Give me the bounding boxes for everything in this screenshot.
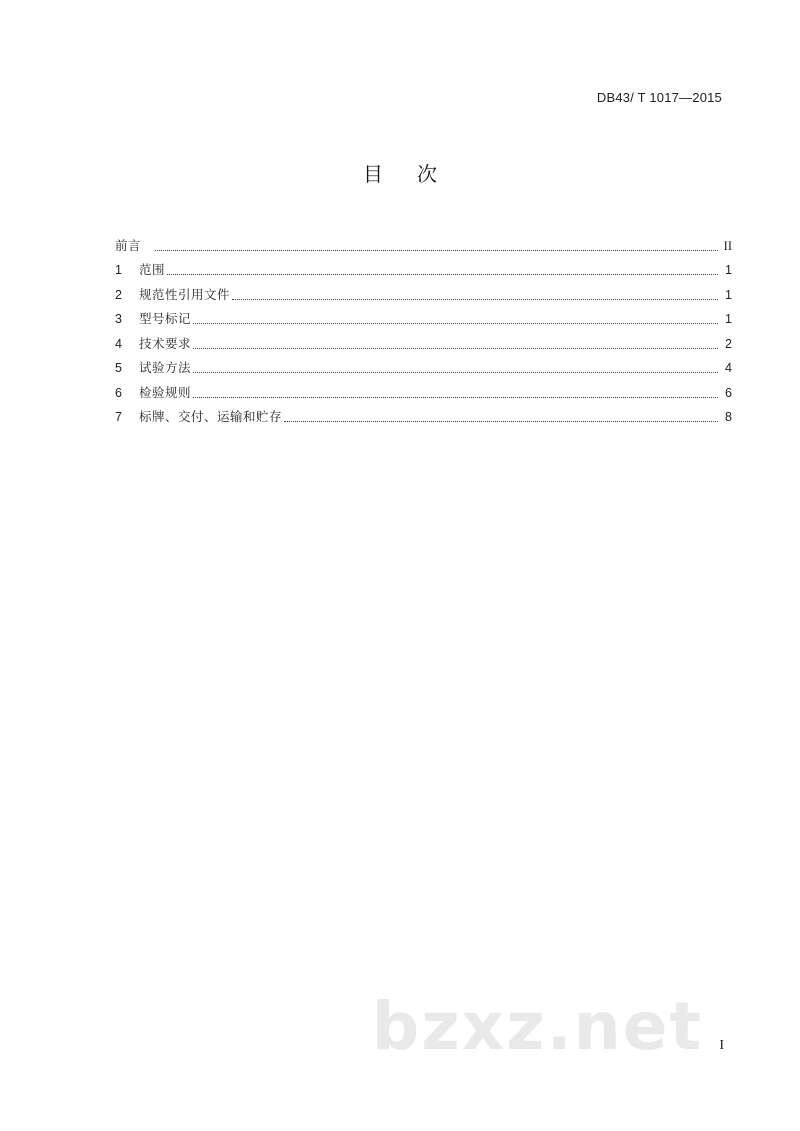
toc-dot-leader	[232, 298, 718, 300]
toc-entry-page: 4	[725, 361, 732, 375]
toc-entry-page: 1	[725, 263, 732, 277]
toc-entry-page: 1	[725, 287, 732, 302]
toc-entry-number: 3	[115, 312, 122, 326]
toc-entry-page: 6	[725, 385, 732, 400]
standard-code: DB43/ T 1017—2015	[596, 90, 722, 105]
toc-entry-number: 1	[115, 263, 122, 277]
toc-dot-leader	[167, 273, 718, 275]
toc-entry-normative-references[interactable]	[115, 278, 732, 303]
toc-entry-label: 型号标记	[139, 311, 192, 326]
toc-entry-label: 规范性引用文件	[139, 286, 231, 302]
toc-entry-number: 6	[115, 385, 122, 400]
toc-entry-technical-requirements[interactable]	[115, 327, 732, 352]
toc-entry-page: 8	[725, 410, 732, 424]
toc-entry-inspection-rules[interactable]	[115, 376, 732, 401]
page-number: I	[719, 1038, 724, 1053]
toc-dot-leader	[193, 371, 718, 373]
toc-entry-model-marking[interactable]	[115, 303, 732, 328]
toc-entry-label: 标牌、交付、运输和贮存	[139, 409, 283, 424]
table-of-contents	[115, 229, 732, 425]
toc-entry-preface[interactable]	[115, 229, 732, 254]
watermark: bzxz.net	[372, 988, 704, 1065]
toc-entry-page: 1	[725, 312, 732, 326]
toc-entry-label: 试验方法	[139, 360, 192, 375]
toc-entry-label: 技术要求	[139, 335, 192, 351]
toc-dot-leader	[193, 396, 718, 398]
toc-entry-marking-delivery-transport-storage[interactable]	[115, 401, 732, 426]
toc-entry-number: 7	[115, 410, 122, 424]
toc-entry-test-methods[interactable]	[115, 352, 732, 377]
toc-entry-label: 范围	[139, 262, 166, 277]
toc-entry-scope[interactable]	[115, 254, 732, 279]
toc-entry-number: 2	[115, 287, 122, 302]
toc-title: 目次	[363, 162, 471, 186]
toc-dot-leader	[155, 249, 718, 251]
toc-entry-number: 5	[115, 361, 122, 375]
toc-entry-label: 检验规则	[139, 384, 192, 400]
toc-entry-label: 前言	[115, 237, 142, 253]
toc-dot-leader	[284, 420, 718, 422]
toc-dot-leader	[193, 347, 718, 349]
toc-entry-page: 2	[725, 336, 732, 351]
toc-entry-number: 4	[115, 336, 122, 351]
toc-dot-leader	[193, 322, 718, 324]
toc-entry-page: II	[723, 238, 732, 253]
